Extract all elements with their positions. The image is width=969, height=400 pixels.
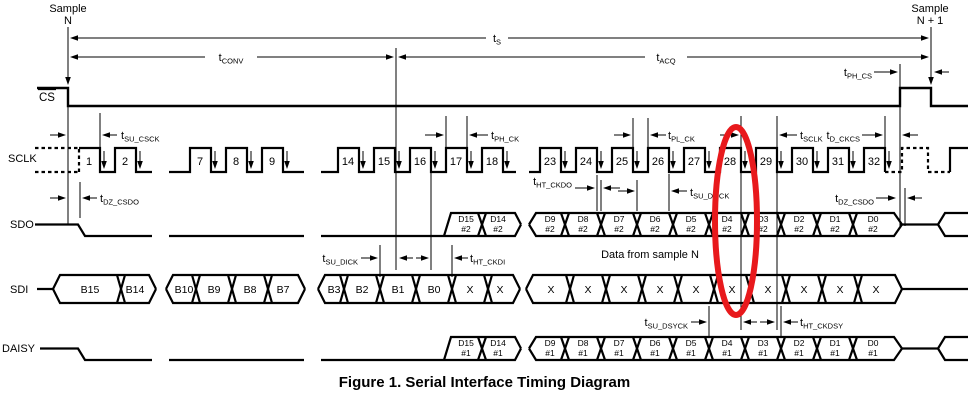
sdi-bus-cell: X <box>764 284 772 296</box>
sclk-cycle-number: 27 <box>687 156 701 168</box>
daisy-bus-frame: #1 <box>650 348 660 358</box>
sclk-cycle-number: 7 <box>196 156 204 168</box>
sdi-bus-cell: B10 <box>174 284 194 296</box>
sample-n-label: N <box>64 15 72 27</box>
sdo-bus-frame: #2 <box>758 224 768 234</box>
sclk-cycle-number: 9 <box>268 156 276 168</box>
daisy-bus-frame: #1 <box>461 348 471 358</box>
sdi-bus-cell: X <box>496 284 504 296</box>
sdi-bus-cell: X <box>656 284 664 296</box>
sclk-cycle-number: 29 <box>759 156 773 168</box>
sdi-bus-cell: B1 <box>391 284 405 296</box>
dimension-arrows <box>50 27 949 325</box>
sdo-bus-frame: #2 <box>686 224 696 234</box>
sclk-cycle-number: 17 <box>449 156 463 168</box>
daisy-bus-bit: D5 <box>685 338 697 348</box>
daisy-bus-bit: D14 <box>490 338 506 348</box>
data-from-sample-note: Data from sample N <box>601 249 699 261</box>
sclk-cycle-number: 1 <box>85 156 93 168</box>
sdo-bus-bit: D1 <box>829 214 841 224</box>
sdo-bus-bit: D14 <box>490 214 506 224</box>
sdo-bus-frame: #2 <box>794 224 804 234</box>
timing-label-tsu_dsyck: $t_{SU\_DSYCK}$ <box>644 317 688 331</box>
daisy-bus-frame: #1 <box>722 348 732 358</box>
sdo-bus-bit: D4 <box>721 214 733 224</box>
sdi-bus-cell: B15 <box>80 284 100 296</box>
daisy-bus-bit: D2 <box>793 338 805 348</box>
sdo-bus-bit: D9 <box>544 214 556 224</box>
daisy-bus-bit: D7 <box>613 338 625 348</box>
sdi-bus-cell: B8 <box>243 284 257 296</box>
sdo-bus-bit: D2 <box>793 214 805 224</box>
daisy-bus-bit: D3 <box>757 338 769 348</box>
sdi-bus-cell: X <box>836 284 844 296</box>
daisy-bus-frame: #1 <box>493 348 503 358</box>
timing-label-tph_cs: $t_{PH\_CS}$ <box>843 67 872 81</box>
daisy-bus-frame: #1 <box>545 348 555 358</box>
daisy-signal-label: DAISY <box>2 343 36 355</box>
daisy-bus-bit: D6 <box>649 338 661 348</box>
sdi-bus-cell: B14 <box>125 284 145 296</box>
sdo-bus-frame: #2 <box>578 224 588 234</box>
timing-label-tconv: $t_{CONV}$ <box>218 52 244 66</box>
sclk-cycle-number: 26 <box>651 156 665 168</box>
sdo-bus-bit: D8 <box>577 214 589 224</box>
sdi-bus-cell: B2 <box>355 284 369 296</box>
sclk-cycle-number: 25 <box>615 156 629 168</box>
sclk-cycle-number: 28 <box>723 156 737 168</box>
timing-label-tht_ckdi: $t_{HT\_CKDI}$ <box>470 253 506 267</box>
daisy-bus-bit: D0 <box>867 338 879 348</box>
sdi-bus-cell: X <box>584 284 592 296</box>
daisy-bus-bit: D1 <box>829 338 841 348</box>
cs-signal-label: CS <box>39 92 55 104</box>
sclk-cycle-number: 14 <box>341 156 355 168</box>
daisy-bus-bit: D9 <box>544 338 556 348</box>
sclk-cycle-number: 32 <box>867 156 881 168</box>
sdo-bus-bit: D6 <box>649 214 661 224</box>
timing-label-ts: $t_S$ <box>492 33 502 47</box>
figure-caption: Figure 1. Serial Interface Timing Diagram <box>338 374 631 391</box>
sdo-waveform <box>35 213 968 236</box>
daisy-bus-frame: #1 <box>758 348 768 358</box>
daisy-bus-frame: #1 <box>686 348 696 358</box>
daisy-waveform <box>40 337 968 360</box>
sclk-cycle-number: 31 <box>831 156 845 168</box>
sclk-cycle-number: 18 <box>485 156 499 168</box>
sdi-bus-cell: X <box>547 284 555 296</box>
sclk-cycle-number: 8 <box>232 156 240 168</box>
sdo-bus-frame: #2 <box>722 224 732 234</box>
daisy-bus-frame: #1 <box>794 348 804 358</box>
timing-label-td_ckcs: $t_{D\_CKCS}$ <box>826 130 860 144</box>
daisy-bus-frame: #1 <box>614 348 624 358</box>
cs-waveform <box>37 88 968 106</box>
sample-n-label: Sample <box>49 3 87 15</box>
sdo-bus-bit: D3 <box>757 214 769 224</box>
sclk-cycle-number: 16 <box>413 156 427 168</box>
sdo-bus-bit: D7 <box>613 214 625 224</box>
sdi-bus-cell: B7 <box>276 284 290 296</box>
timing-label-tsu_csck: $t_{SU\_CSCK}$ <box>121 130 160 144</box>
sdi-waveform <box>37 275 968 303</box>
timing-label-tsu_dick: $t_{SU\_DICK}$ <box>322 253 358 267</box>
sdi-bus-cell: X <box>692 284 700 296</box>
sdi-bus-cell: X <box>466 284 474 296</box>
timing-label-tsclk: $t_{SCLK}$ <box>800 130 823 144</box>
sdi-bus-cell: B0 <box>427 284 441 296</box>
sclk-cycle-number: 2 <box>121 156 129 168</box>
sdo-bus-frame: #2 <box>650 224 660 234</box>
timing-label-tacq: $t_{ACQ}$ <box>656 52 676 66</box>
timing-label-tsu_dock: $t_{SU\_DOCK}$ <box>690 187 730 201</box>
daisy-bus-bit: D15 <box>458 338 474 348</box>
sdo-bus-frame: #2 <box>545 224 555 234</box>
sdo-bus-bit: D0 <box>867 214 879 224</box>
daisy-bus-bit: D8 <box>577 338 589 348</box>
timing-label-tdz-csdo-left: $t_{DZ\_CSDO}$ <box>100 193 139 207</box>
sdi-bus-cell: X <box>872 284 880 296</box>
sdo-bus-frame: #2 <box>461 224 471 234</box>
sdi-bus-cell: X <box>800 284 808 296</box>
sdi-bus-cell: X <box>728 284 736 296</box>
timing-label-tph_ck: $t_{PH\_CK}$ <box>491 130 520 144</box>
sdo-bus-frame: #2 <box>614 224 624 234</box>
sclk-cycle-number: 23 <box>543 156 557 168</box>
sdi-signal-label: SDI <box>10 284 29 296</box>
sclk-cycle-number: 24 <box>579 156 593 168</box>
sdi-bus-cell: X <box>620 284 628 296</box>
sclk-waveform <box>35 148 968 172</box>
sdi-bus-cell: B9 <box>207 284 221 296</box>
sdi-bus-cell: B3 <box>327 284 341 296</box>
sdo-bus-bit: D15 <box>458 214 474 224</box>
daisy-bus-frame: #1 <box>578 348 588 358</box>
daisy-bus-bit: D4 <box>721 338 733 348</box>
sample-n-plus-1-label: N + 1 <box>916 15 944 27</box>
timing-label-tpl_ck: $t_{PL\_CK}$ <box>668 130 695 144</box>
sclk-cycle-number: 15 <box>377 156 391 168</box>
timing-label-tht_ckdo: $t_{HT\_CKDO}$ <box>533 176 572 190</box>
timing-label-tht_ckdsy: $t_{HT\_CKDSY}$ <box>800 317 844 331</box>
sdo-signal-label: SDO <box>10 219 34 231</box>
sample-n-plus-1-label: Sample <box>911 3 949 15</box>
sclk-signal-label: SCLK <box>8 153 37 165</box>
daisy-bus-frame: #1 <box>830 348 840 358</box>
sdo-bus-frame: #2 <box>493 224 503 234</box>
sdo-bus-frame: #2 <box>830 224 840 234</box>
sdo-bus-bit: D5 <box>685 214 697 224</box>
timing-label-tdz-csdo-right: $t_{DZ\_CSDO}$ <box>835 193 874 207</box>
daisy-bus-frame: #1 <box>868 348 878 358</box>
sclk-cycle-number: 30 <box>795 156 809 168</box>
sdo-bus-frame: #2 <box>868 224 878 234</box>
